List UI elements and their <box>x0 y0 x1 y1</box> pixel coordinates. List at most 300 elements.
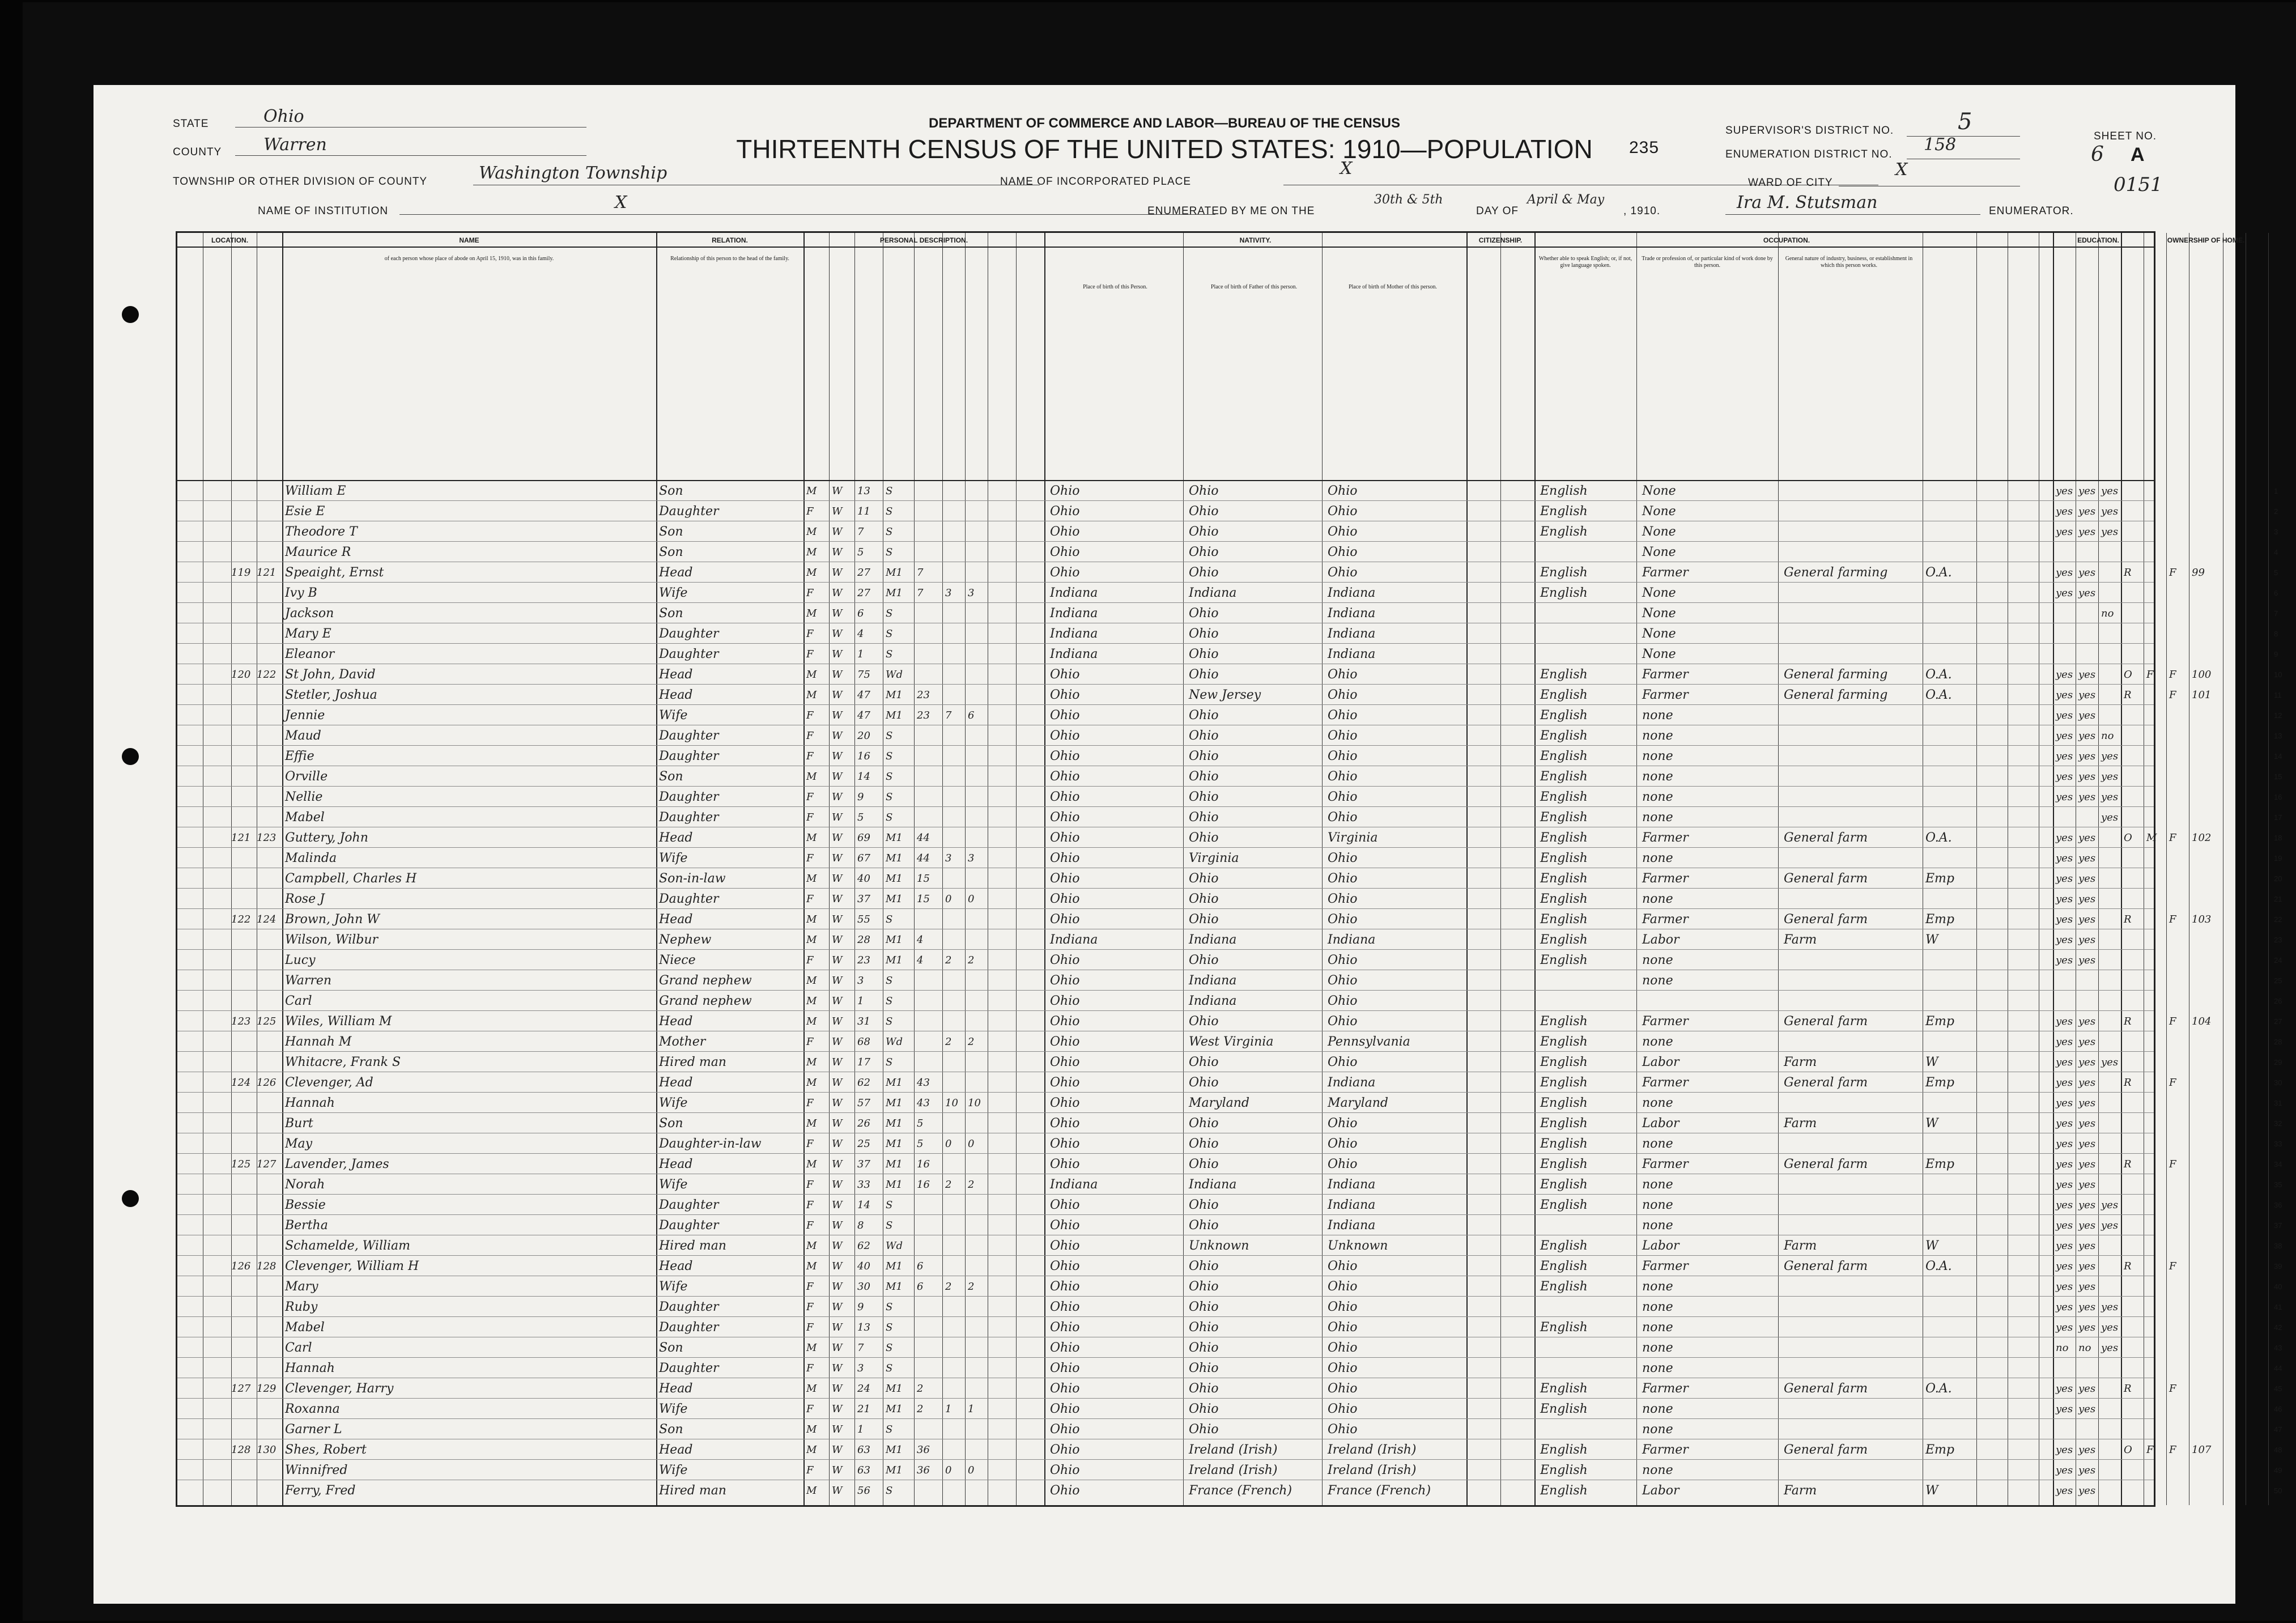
race-cell: W <box>832 750 843 762</box>
trade-cell: Farmer <box>1642 1443 1689 1457</box>
can-read-cell: yes <box>2056 1179 2073 1191</box>
attended-school-cell <box>2101 1399 2121 1420</box>
employer-status-cell: Emp <box>1925 1014 1955 1029</box>
relationship-cell: Head <box>659 1259 693 1273</box>
birthplace-person-cell: Ohio <box>1050 1198 1080 1212</box>
birthplace-mother-cell: Ohio <box>1328 770 1358 784</box>
mortgaged-cell <box>2146 1399 2166 1420</box>
mortgaged-cell <box>2146 1420 2166 1440</box>
dwelling-number-cell <box>231 787 257 808</box>
dwelling-number-cell: 121 <box>231 832 251 844</box>
can-read-cell: yes <box>2056 587 2073 599</box>
children-born-cell: 3 <box>945 587 952 599</box>
marital-status-cell: S <box>886 771 893 783</box>
line-number: 16 <box>2274 793 2282 801</box>
relationship-cell: Daughter-in-law <box>659 1137 762 1151</box>
children-living-cell <box>968 787 988 808</box>
race-cell: W <box>832 1301 843 1313</box>
farm-schedule-cell <box>2192 787 2223 808</box>
farm-schedule-cell <box>2192 706 2223 726</box>
age-cell: 8 <box>857 1220 864 1231</box>
years-married-cell: 2 <box>917 1383 924 1395</box>
years-married-cell <box>917 1420 942 1440</box>
sex-cell: M <box>806 1240 817 1252</box>
person-name-cell: Wilson, Wilbur <box>285 933 379 947</box>
sex-cell: F <box>806 1220 814 1231</box>
language-spoken-cell: English <box>1540 668 1588 682</box>
mortgaged-cell <box>2146 502 2166 522</box>
can-write-cell: yes <box>2078 1322 2096 1333</box>
can-write-cell: yes <box>2078 1036 2096 1048</box>
trade-cell: none <box>1642 1422 1673 1437</box>
children-living-cell: 10 <box>968 1097 981 1109</box>
language-spoken-cell: English <box>1540 912 1588 927</box>
farm-schedule-cell <box>2192 644 2223 665</box>
birthplace-person-cell: Indiana <box>1050 1178 1098 1192</box>
farm-or-house-cell: F <box>2169 1016 2176 1027</box>
sheet-value: 6 <box>2091 143 2104 166</box>
relationship-cell: Daughter <box>659 1218 719 1233</box>
marital-status-cell: M1 <box>886 1383 903 1395</box>
birthplace-person-cell: Ohio <box>1050 708 1080 723</box>
birthplace-father-cell: Ohio <box>1189 668 1219 682</box>
age-cell: 75 <box>857 669 870 681</box>
children-living-cell <box>968 1216 988 1236</box>
industry-cell <box>1784 1460 1920 1481</box>
farm-schedule-cell <box>2192 1052 2223 1073</box>
children-born-cell: 0 <box>945 1138 952 1150</box>
years-married-cell: 4 <box>917 934 924 946</box>
marital-status-cell: M1 <box>886 689 903 701</box>
attended-school-cell <box>2101 1134 2121 1154</box>
industry-cell <box>1784 542 1920 563</box>
owned-rented-cell: R <box>2124 914 2132 925</box>
census-sheet <box>93 85 2282 1604</box>
family-number-cell <box>257 767 282 787</box>
race-cell: W <box>832 1036 843 1048</box>
industry-cell <box>1784 1358 1920 1379</box>
farm-schedule-cell <box>2192 971 2223 991</box>
can-read-cell: yes <box>2056 1383 2073 1395</box>
owned-rented-cell <box>2124 1236 2144 1256</box>
person-name-cell: Mabel <box>285 810 325 825</box>
birthplace-mother-cell: Ohio <box>1328 504 1358 519</box>
birthplace-father-cell: Ohio <box>1189 912 1219 927</box>
race-cell: W <box>832 505 843 517</box>
mortgaged-cell: F <box>2146 1444 2154 1456</box>
employer-status-cell: Emp <box>1925 1443 1955 1457</box>
age-cell: 57 <box>857 1097 870 1109</box>
punch-hole <box>122 1190 139 1207</box>
children-living-cell <box>968 971 988 991</box>
employer-status-cell <box>1925 604 1976 624</box>
farm-or-house-cell <box>2169 706 2189 726</box>
children-born-cell <box>945 1481 965 1501</box>
mortgaged-cell <box>2146 1236 2166 1256</box>
mortgaged-cell <box>2146 624 2166 644</box>
sex-cell: M <box>806 1342 817 1354</box>
trade-cell: none <box>1642 1402 1673 1416</box>
birthplace-mother-cell: Ohio <box>1328 851 1358 865</box>
birthplace-father-cell: Ohio <box>1189 810 1219 825</box>
attended-school-cell <box>2101 644 2121 665</box>
language-spoken-cell: English <box>1540 525 1588 539</box>
trade-cell: Farmer <box>1642 912 1689 927</box>
race-cell: W <box>832 689 843 701</box>
dwelling-number-cell <box>231 502 257 522</box>
race-cell: W <box>832 954 843 966</box>
family-number-cell <box>257 1318 282 1338</box>
can-write-cell: yes <box>2078 1179 2096 1191</box>
relationship-cell: Daughter <box>659 790 719 804</box>
family-number-cell <box>257 746 282 767</box>
marital-status-cell: M1 <box>886 587 903 599</box>
employer-status-cell <box>1925 1195 1976 1216</box>
birthplace-father-cell: Ohio <box>1189 647 1219 661</box>
children-born-cell: 10 <box>945 1097 958 1109</box>
language-spoken-cell: English <box>1540 1014 1588 1029</box>
marital-status-cell: S <box>886 730 893 742</box>
line-number: 13 <box>2274 732 2282 740</box>
sex-cell: M <box>806 567 817 579</box>
birthplace-mother-cell: Pennsylvania <box>1328 1035 1410 1049</box>
relationship-cell: Daughter <box>659 1320 719 1335</box>
birthplace-mother-cell: Indiana <box>1328 933 1376 947</box>
trade-cell: Labor <box>1642 1239 1680 1253</box>
relationship-cell: Daughter <box>659 647 719 661</box>
family-number-cell <box>257 971 282 991</box>
age-cell: 1 <box>857 995 864 1007</box>
age-cell: 28 <box>857 934 870 946</box>
birthplace-father-cell: Ohio <box>1189 525 1219 539</box>
birthplace-mother-cell: Unknown <box>1328 1239 1388 1253</box>
language-spoken-cell: English <box>1540 1055 1588 1069</box>
family-number-cell <box>257 848 282 869</box>
relationship-cell: Grand nephew <box>659 974 752 988</box>
mortgaged-cell <box>2146 644 2166 665</box>
children-born-cell <box>945 1012 965 1032</box>
line-number: 31 <box>2274 1099 2282 1107</box>
birthplace-father-cell: Ohio <box>1189 729 1219 743</box>
can-write-cell: yes <box>2078 1138 2096 1150</box>
years-married-cell <box>917 1052 942 1073</box>
employer-status-cell <box>1925 1277 1976 1297</box>
children-living-cell <box>968 808 988 828</box>
line-number: 8 <box>2274 630 2278 638</box>
race-cell: W <box>832 1158 843 1170</box>
language-spoken-cell: English <box>1540 1137 1588 1151</box>
dwelling-number-cell <box>231 604 257 624</box>
race-cell: W <box>832 1016 843 1027</box>
children-born-cell: 2 <box>945 954 952 966</box>
department-heading: DEPARTMENT OF COMMERCE AND LABOR—BUREAU OF THE CENSUS <box>929 116 1400 131</box>
farm-or-house-cell <box>2169 1399 2189 1420</box>
mortgaged-cell <box>2146 848 2166 869</box>
age-cell: 31 <box>857 1016 870 1027</box>
children-living-cell <box>968 502 988 522</box>
farm-or-house-cell: F <box>2169 832 2176 844</box>
farm-or-house-cell <box>2169 869 2189 889</box>
farm-schedule-cell <box>2192 1032 2223 1052</box>
location-heading: LOCATION. <box>211 236 249 244</box>
attended-school-cell <box>2101 1379 2121 1399</box>
line-number: 12 <box>2274 711 2282 720</box>
farm-or-house-cell <box>2169 604 2189 624</box>
mortgaged-cell <box>2146 808 2166 828</box>
language-spoken-cell <box>1540 991 1634 1012</box>
can-write-cell: yes <box>2078 587 2096 599</box>
employer-status-cell <box>1925 950 1976 971</box>
sex-cell: F <box>806 587 814 599</box>
children-living-cell <box>968 767 988 787</box>
mortgaged-cell <box>2146 1379 2166 1399</box>
language-spoken-cell: English <box>1540 586 1588 600</box>
person-name-cell: Nellie <box>285 790 323 804</box>
family-number-cell: 126 <box>257 1077 277 1089</box>
age-cell: 30 <box>857 1281 870 1293</box>
dwelling-number-cell <box>231 1277 257 1297</box>
family-number-cell <box>257 522 282 542</box>
line-number: 20 <box>2274 874 2282 883</box>
trade-cell: none <box>1642 1035 1673 1049</box>
line-number: 23 <box>2274 936 2282 944</box>
employer-status-cell <box>1925 1216 1976 1236</box>
sheet-letter: A <box>2131 144 2145 165</box>
line-number: 6 <box>2274 589 2278 597</box>
farm-schedule-cell <box>2192 767 2223 787</box>
race-cell: W <box>832 893 843 905</box>
marital-status-cell: S <box>886 628 893 640</box>
farm-or-house-cell: F <box>2169 689 2176 701</box>
years-married-cell: 16 <box>917 1179 930 1191</box>
children-born-cell <box>945 971 965 991</box>
owned-rented-cell <box>2124 767 2144 787</box>
dwelling-number-cell <box>231 644 257 665</box>
can-write-cell: yes <box>2078 1077 2096 1089</box>
employer-status-cell <box>1925 1358 1976 1379</box>
person-name-cell: Warren <box>285 974 332 988</box>
years-married-cell: 7 <box>917 587 924 599</box>
line-number: 33 <box>2274 1140 2282 1148</box>
can-write-cell <box>2078 808 2098 828</box>
industry-cell <box>1784 1399 1920 1420</box>
dwelling-number-cell <box>231 1358 257 1379</box>
children-living-cell <box>968 542 988 563</box>
industry-cell <box>1784 481 1920 502</box>
line-number: 49 <box>2274 1466 2282 1475</box>
birthplace-person-cell: Ohio <box>1050 1361 1080 1375</box>
family-number-cell <box>257 950 282 971</box>
attended-school-cell: yes <box>2101 1342 2119 1354</box>
birthplace-father-cell: Ohio <box>1189 749 1219 763</box>
can-write-cell <box>2078 991 2098 1012</box>
children-living-cell: 2 <box>968 1179 975 1191</box>
children-living-cell: 0 <box>968 1464 975 1476</box>
employer-status-cell: Emp <box>1925 912 1955 927</box>
sex-cell: F <box>806 750 814 762</box>
mortgaged-cell <box>2146 1297 2166 1318</box>
line-number: 3 <box>2274 528 2278 536</box>
trade-cell: none <box>1642 1280 1673 1294</box>
birthplace-father-cell: Ohio <box>1189 892 1219 906</box>
years-married-cell: 23 <box>917 689 930 701</box>
can-write-cell <box>2078 604 2098 624</box>
children-born-cell <box>945 685 965 706</box>
line-number: 34 <box>2274 1160 2282 1169</box>
language-spoken-cell: English <box>1540 749 1588 763</box>
family-number-cell <box>257 1093 282 1114</box>
farm-schedule-cell <box>2192 522 2223 542</box>
can-read-cell: yes <box>2056 669 2073 681</box>
employer-status-cell: O.A. <box>1925 831 1952 845</box>
language-spoken-cell: English <box>1540 1280 1588 1294</box>
years-married-cell <box>917 1358 942 1379</box>
birthplace-person-cell: Ohio <box>1050 1157 1080 1171</box>
census-title: THIRTEENTH CENSUS OF THE UNITED STATES: 1910—POPULATION <box>736 134 1593 164</box>
trade-cell: none <box>1642 1137 1673 1151</box>
age-cell: 23 <box>857 954 870 966</box>
farm-or-house-cell: F <box>2169 1158 2176 1170</box>
page-stamp: 235 <box>1629 138 1660 157</box>
birthplace-person-cell: Ohio <box>1050 953 1080 967</box>
language-spoken-cell: English <box>1540 770 1588 784</box>
trade-cell: None <box>1642 545 1676 559</box>
dwelling-number-cell: 125 <box>231 1158 251 1170</box>
mortgaged-cell <box>2146 1277 2166 1297</box>
birthplace-mother-cell: Indiana <box>1328 1198 1376 1212</box>
family-number-cell <box>257 706 282 726</box>
birthplace-father-cell: West Virginia <box>1189 1035 1274 1049</box>
age-cell: 33 <box>857 1179 870 1191</box>
can-write-cell <box>2078 1358 2098 1379</box>
age-cell: 37 <box>857 1158 870 1170</box>
trade-cell: none <box>1642 729 1673 743</box>
trade-cell: none <box>1642 1218 1673 1233</box>
marital-status-cell: M1 <box>886 954 903 966</box>
children-living-cell <box>968 1236 988 1256</box>
birthplace-father-cell: Ohio <box>1189 606 1219 621</box>
trade-cell: Farmer <box>1642 1259 1689 1273</box>
language-spoken-cell: English <box>1540 1157 1588 1171</box>
birthplace-person-cell: Ohio <box>1050 1137 1080 1151</box>
industry-cell <box>1784 604 1920 624</box>
children-living-cell <box>968 522 988 542</box>
sex-cell: F <box>806 893 814 905</box>
children-living-cell: 2 <box>968 1281 975 1293</box>
owned-rented-cell <box>2124 889 2144 910</box>
can-write-cell: yes <box>2078 709 2096 721</box>
language-spoken-cell: English <box>1540 729 1588 743</box>
industry-cell <box>1784 991 1920 1012</box>
family-number-cell <box>257 1277 282 1297</box>
birthplace-mother-cell: Ohio <box>1328 892 1358 906</box>
person-name-cell: Malinda <box>285 851 337 865</box>
employer-status-cell <box>1925 726 1976 746</box>
can-write-cell: yes <box>2078 1485 2096 1497</box>
sex-cell: F <box>806 505 814 517</box>
birthplace-mother-cell: France (French) <box>1328 1484 1431 1498</box>
relationship-cell: Daughter <box>659 1198 719 1212</box>
mortgaged-cell <box>2146 1460 2166 1481</box>
attended-school-cell <box>2101 889 2121 910</box>
farm-or-house-cell <box>2169 624 2189 644</box>
sex-cell: M <box>806 771 817 783</box>
farm-or-house-cell <box>2169 1277 2189 1297</box>
relationship-cell: Head <box>659 1014 693 1029</box>
industry-cell: General farming <box>1784 566 1888 580</box>
age-cell: 20 <box>857 730 870 742</box>
birthplace-person-cell: Ohio <box>1050 504 1080 519</box>
birthplace-mother-cell: Ohio <box>1328 912 1358 927</box>
years-married-cell <box>917 1297 942 1318</box>
years-married-cell: 6 <box>917 1260 924 1272</box>
industry-cell: General farm <box>1784 831 1868 845</box>
children-living-cell <box>968 1358 988 1379</box>
farm-schedule-cell <box>2192 1460 2223 1481</box>
age-cell: 14 <box>857 1199 870 1211</box>
can-read-cell: yes <box>2056 689 2073 701</box>
relationship-cell: Head <box>659 1157 693 1171</box>
attended-school-cell <box>2101 991 2121 1012</box>
person-name-cell: Jackson <box>285 606 334 621</box>
birthplace-father-cell: Ohio <box>1189 1218 1219 1233</box>
children-living-cell: 0 <box>968 1138 975 1150</box>
years-married-cell <box>917 767 942 787</box>
can-read-cell <box>2056 624 2076 644</box>
dwelling-number-cell <box>231 1338 257 1358</box>
family-number-cell <box>257 624 282 644</box>
children-born-cell <box>945 1256 965 1277</box>
birthplace-father-cell: Virginia <box>1189 851 1239 865</box>
dwelling-number-cell: 119 <box>231 567 251 579</box>
birthplace-mother-cell: Ohio <box>1328 1422 1358 1437</box>
relationship-cell: Head <box>659 912 693 927</box>
age-cell: 5 <box>857 546 864 558</box>
farm-or-house-cell <box>2169 808 2189 828</box>
race-cell: W <box>832 1056 843 1068</box>
years-married-cell <box>917 971 942 991</box>
owned-rented-cell <box>2124 1358 2144 1379</box>
age-cell: 24 <box>857 1383 870 1395</box>
age-cell: 1 <box>857 648 864 660</box>
birthplace-person-cell: Indiana <box>1050 627 1098 641</box>
mortgaged-cell <box>2146 563 2166 583</box>
race-cell: W <box>832 1220 843 1231</box>
mortgaged-cell <box>2146 1032 2166 1052</box>
marital-status-cell: S <box>886 975 893 987</box>
children-living-cell <box>968 828 988 848</box>
age-cell: 37 <box>857 893 870 905</box>
sex-cell: F <box>806 1036 814 1048</box>
dwelling-number-cell <box>231 889 257 910</box>
race-cell: W <box>832 485 843 497</box>
children-born-cell <box>945 1195 965 1216</box>
line-number: 11 <box>2274 691 2282 699</box>
farm-schedule-cell: 101 <box>2192 689 2212 701</box>
birthplace-mother-cell: Indiana <box>1328 1218 1376 1233</box>
race-cell: W <box>832 1260 843 1272</box>
language-spoken-cell: English <box>1540 1402 1588 1416</box>
can-read-cell <box>2056 808 2076 828</box>
marital-status-cell: M1 <box>886 1260 903 1272</box>
line-number: 42 <box>2274 1323 2282 1332</box>
children-born-cell <box>945 787 965 808</box>
line-number: 40 <box>2274 1282 2282 1291</box>
farm-schedule-cell: 104 <box>2192 1016 2212 1027</box>
attended-school-cell <box>2101 1277 2121 1297</box>
punch-hole <box>122 306 139 323</box>
trade-cell: None <box>1642 525 1676 539</box>
